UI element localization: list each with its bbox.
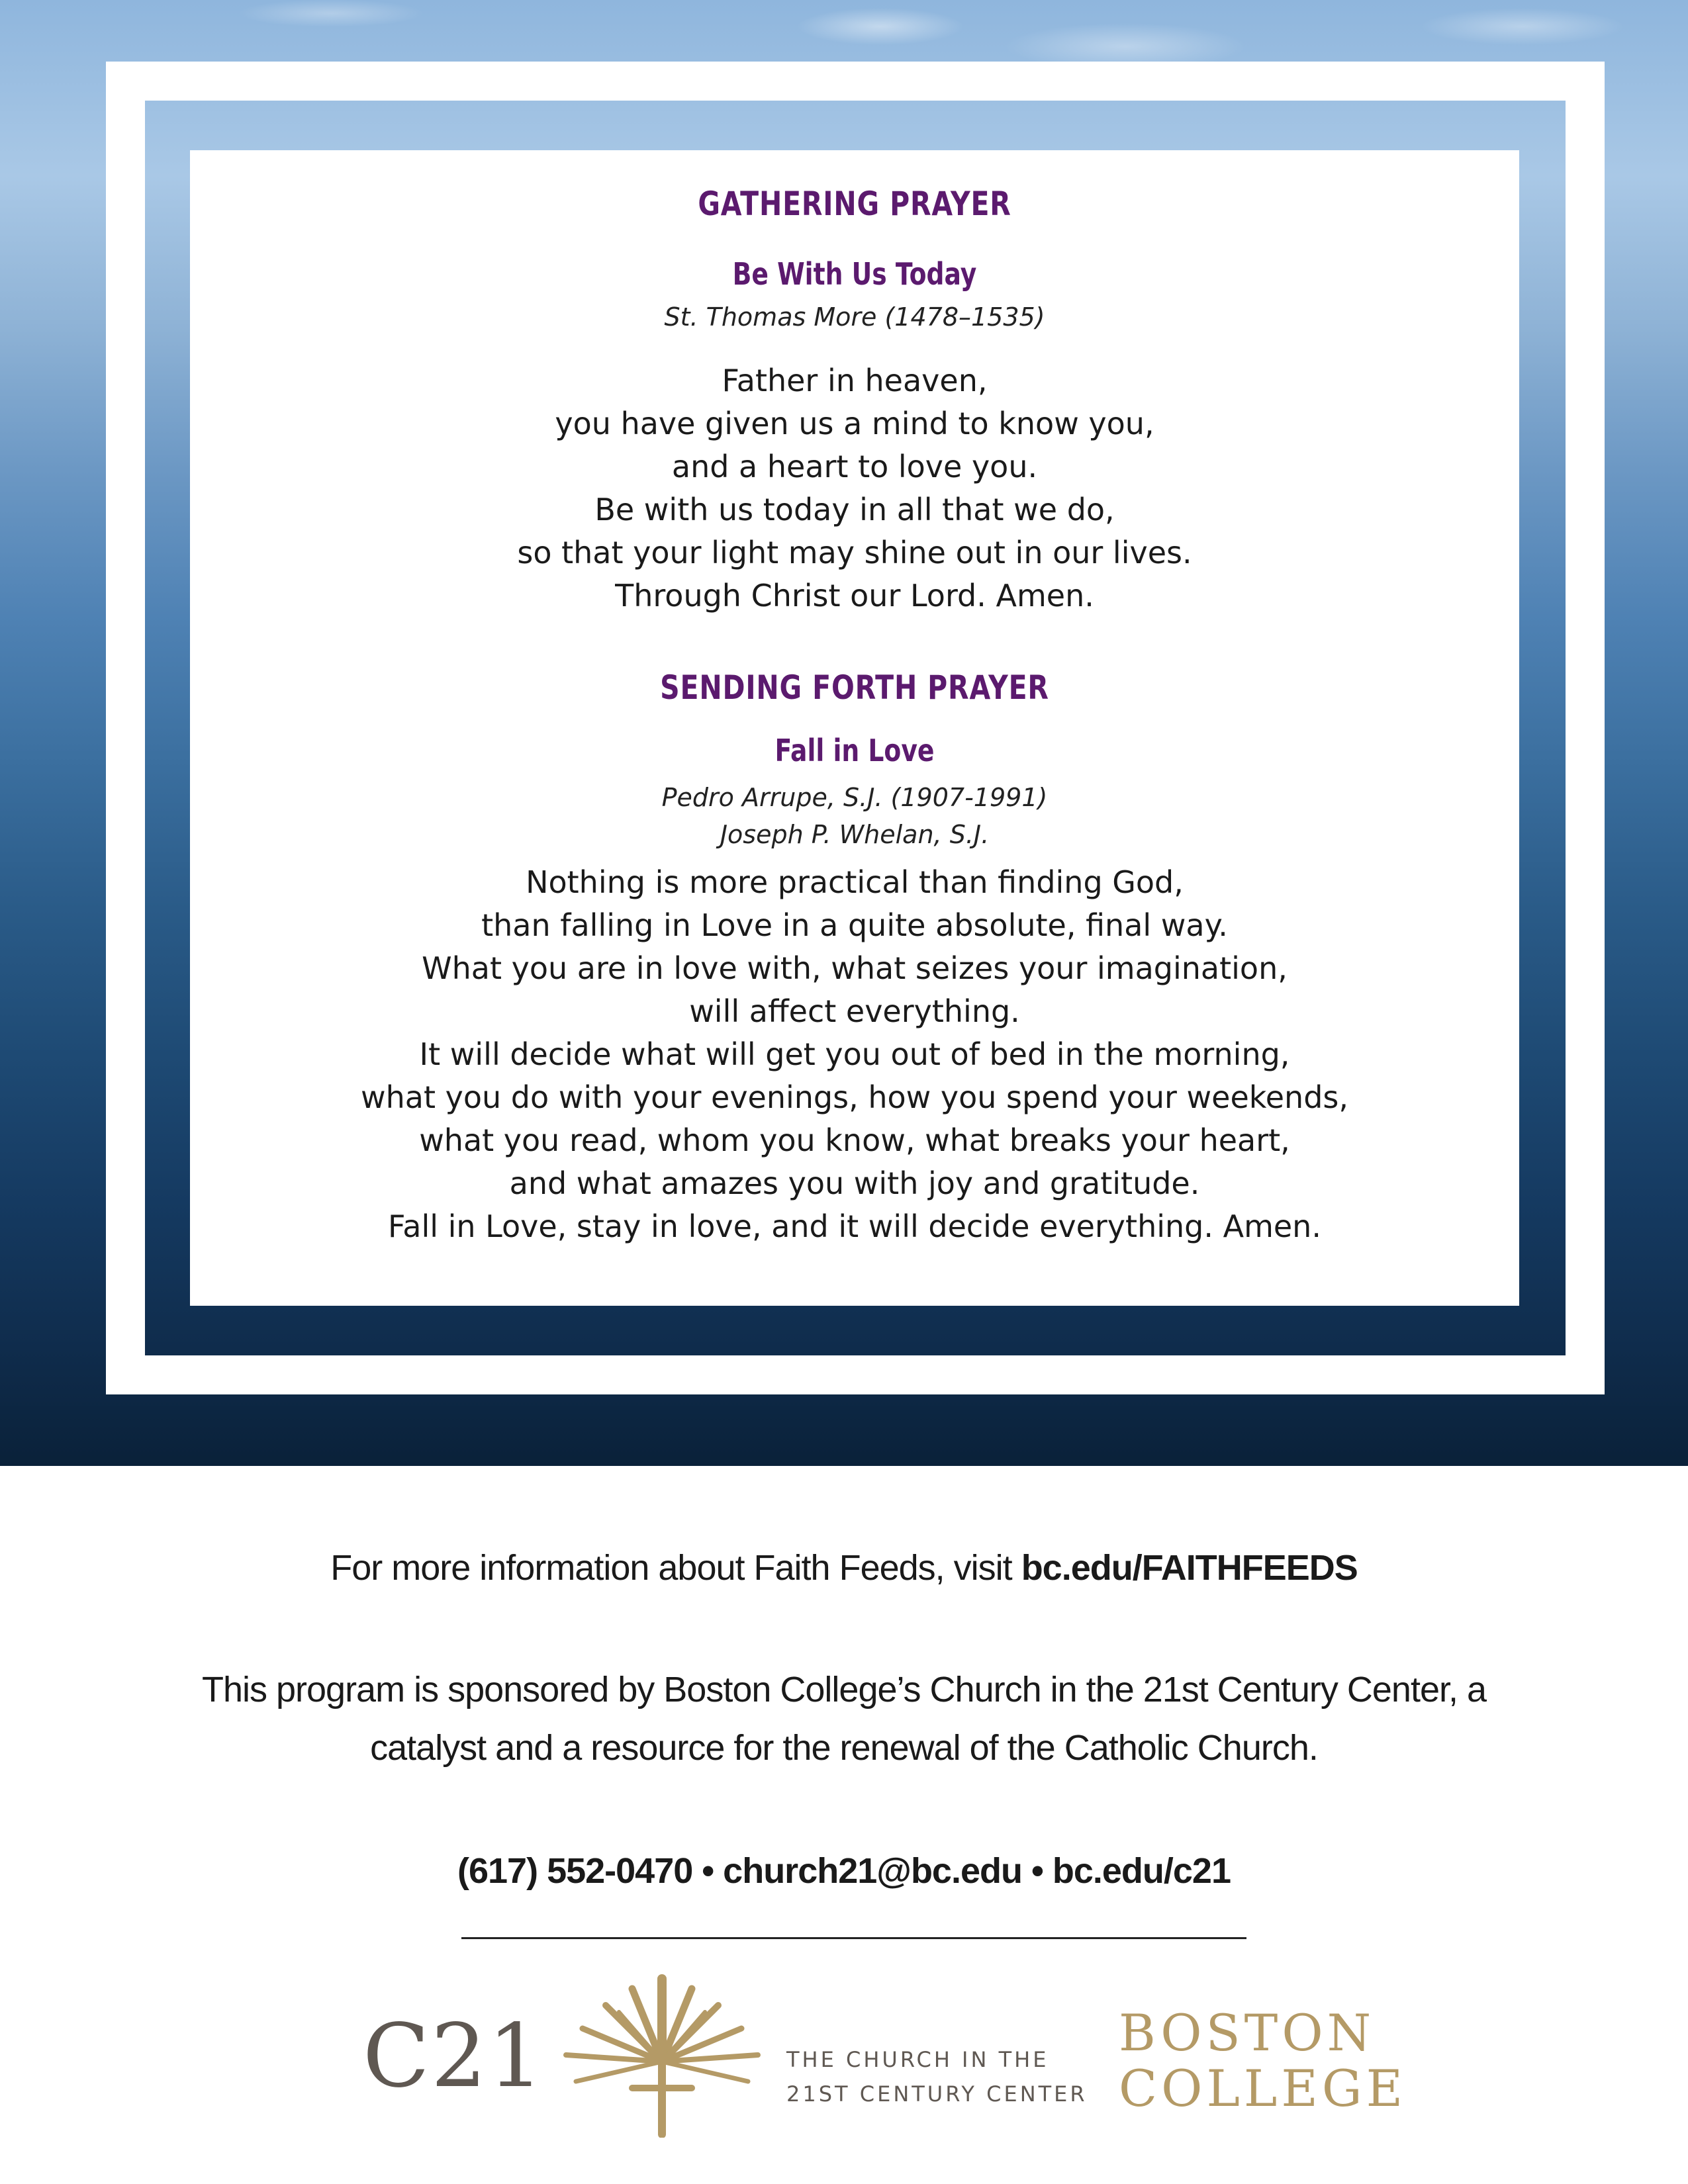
gathering-heading: GATHERING PRAYER <box>698 185 1011 223</box>
bc-name-line: COLLEGE <box>1119 2059 1407 2118</box>
prayer-line: will affect everything. <box>689 993 1020 1029</box>
prayer-line: Father in heaven, <box>722 363 988 398</box>
prayer-line: Be with us today in all that we do, <box>594 492 1115 527</box>
prayer-line: what you do with your evenings, how you spend your weekends, <box>361 1079 1348 1115</box>
c21-burst-icon <box>556 1972 768 2138</box>
prayer-line: What you are in love with, what seizes your imagination, <box>422 950 1288 986</box>
prayer-line: Nothing is more practical than finding God, <box>526 864 1184 900</box>
boston-college-logo <box>1119 2005 1407 2116</box>
more-info-text: For more information about Faith Feeds, visit <box>330 1548 1021 1588</box>
divider <box>461 1937 1246 1939</box>
prayer-line: Through Christ our Lord. Amen. <box>615 578 1094 614</box>
sending-title: Fall in Love <box>774 733 935 768</box>
faithfeeds-link[interactable]: bc.edu/FAITHFEEDS <box>1021 1548 1358 1588</box>
prayer-line: and what amazes you with joy and gratitude. <box>509 1165 1200 1201</box>
author-line: Joseph P. Whelan, S.J. <box>720 820 990 849</box>
prayer-line: than falling in Love in a quite absolute, final way. <box>481 907 1228 943</box>
c21-center-name <box>786 2042 1088 2111</box>
gathering-prayer-text <box>190 359 1519 617</box>
gathering-author: St. Thomas More (1478–1535) <box>664 302 1045 332</box>
sponsor-line-2: catalyst and a resource for the renewal of the Catholic Church. <box>370 1728 1318 1768</box>
sending-heading: SENDING FORTH PRAYER <box>660 668 1049 707</box>
gathering-title: Be With Us Today <box>732 256 977 292</box>
more-info-line <box>0 1547 1688 1588</box>
contact-line[interactable]: (617) 552-0470 • church21@bc.edu • bc.edu/c21 <box>457 1851 1231 1891</box>
sending-authors <box>190 779 1519 853</box>
prayer-line: what you read, whom you know, what breaks your heart, <box>419 1122 1290 1158</box>
sponsor-line-1: This program is sponsored by Boston College’s Church in the 21st Century Center, a <box>201 1670 1487 1709</box>
prayer-line: Fall in Love, stay in love, and it will decide everything. Amen. <box>388 1208 1321 1244</box>
author-line: Pedro Arrupe, S.J. (1907-1991) <box>661 783 1048 812</box>
sending-prayer-text <box>190 861 1519 1248</box>
prayer-line: It will decide what will get you out of bed in the morning, <box>419 1036 1290 1072</box>
prayer-line: so that your light may shine out in our lives. <box>517 535 1192 570</box>
prayer-line: you have given us a mind to know you, <box>555 406 1154 441</box>
c21-logo-mark: C21 <box>363 2005 545 2107</box>
prayer-card <box>190 150 1519 1306</box>
prayer-line: and a heart to love you. <box>671 449 1038 484</box>
bc-name-line: BOSTON <box>1119 2003 1376 2062</box>
c21-name-line: THE CHURCH IN THE <box>786 2047 1049 2072</box>
c21-name-line: 21ST CENTURY CENTER <box>786 2081 1088 2107</box>
